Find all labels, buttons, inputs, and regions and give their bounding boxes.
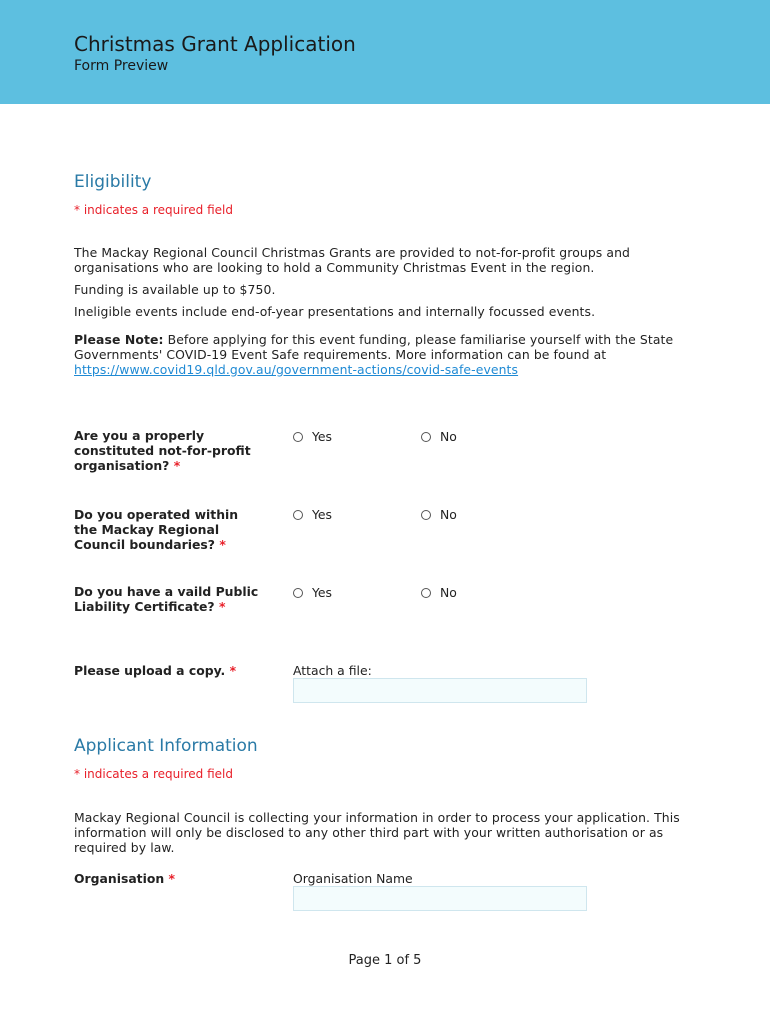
organisation-name-input[interactable]	[293, 886, 587, 911]
applicant-section-title: Applicant Information	[74, 736, 258, 756]
radio-circle-icon	[421, 588, 431, 598]
eligibility-note	[74, 332, 684, 377]
question-within-boundaries	[74, 507, 259, 552]
required-mark: *	[168, 871, 175, 886]
radio-label: No	[440, 585, 457, 600]
form-title: Christmas Grant Application	[74, 32, 356, 56]
applicant-intro: Mackay Regional Council is collecting your information in order to process your application. This information will only be disclosed to any other third part with your written authorisation or as required by law.	[74, 810, 680, 855]
radio-circle-icon	[421, 510, 431, 520]
question-label: Do you have a vaild Public Liability Certificate?	[74, 584, 259, 614]
radio-circle-icon	[421, 432, 431, 442]
radio-not-for-profit-yes[interactable]	[293, 429, 332, 444]
eligibility-required-note: * indicates a required field	[74, 203, 233, 217]
attach-file-label: Attach a file:	[293, 663, 372, 678]
radio-label: Yes	[312, 507, 333, 522]
radio-label: Yes	[312, 429, 333, 444]
required-mark: *	[229, 663, 237, 678]
radio-label: Yes	[312, 585, 333, 600]
radio-within-boundaries-yes[interactable]	[293, 507, 332, 522]
required-mark: *	[219, 537, 226, 552]
question-label: Do you operated within the Mackay Regional Council boundaries?	[74, 507, 239, 552]
radio-label: No	[440, 507, 457, 522]
eligibility-intro: The Mackay Regional Council Christmas Grants are provided to not-for-profit groups and organisations who are looking to hold a Community Christmas Event in the region.	[74, 245, 630, 275]
attach-file-input[interactable]	[293, 678, 587, 703]
upload-copy-label	[74, 663, 259, 678]
radio-public-liability-yes[interactable]	[293, 585, 332, 600]
form-subtitle: Form Preview	[74, 58, 169, 74]
eligibility-funding: Funding is available up to $750.	[74, 282, 276, 297]
radio-not-for-profit-no[interactable]	[421, 429, 457, 444]
page-indicator: Page 1 of 5	[348, 953, 422, 968]
radio-circle-icon	[293, 432, 303, 442]
required-mark: *	[218, 599, 226, 614]
question-public-liability	[74, 584, 259, 614]
question-label: Are you a properly constituted not-for-profit organisation?	[74, 428, 251, 473]
covid-safe-link[interactable]: https://www.covid19.qld.gov.au/government-actions/covid-safe-events	[74, 362, 519, 377]
radio-within-boundaries-no[interactable]	[421, 507, 457, 522]
radio-label: No	[440, 429, 457, 444]
note-text: Before applying for this event funding, please familiarise yourself with the State Governments' COVID-19 Event Safe requirements. More information can be found at	[74, 332, 674, 362]
question-not-for-profit	[74, 428, 259, 473]
radio-public-liability-no[interactable]	[421, 585, 457, 600]
note-label: Please Note:	[74, 332, 164, 347]
required-mark: *	[173, 458, 181, 473]
question-label: Please upload a copy.	[74, 663, 226, 678]
radio-circle-icon	[293, 510, 303, 520]
organisation-label	[74, 871, 259, 886]
radio-circle-icon	[293, 588, 303, 598]
page-header	[0, 0, 770, 104]
question-label: Organisation	[74, 871, 165, 886]
organisation-name-label: Organisation Name	[293, 871, 413, 886]
eligibility-section-title: Eligibility	[74, 172, 152, 192]
applicant-required-note: * indicates a required field	[74, 767, 233, 781]
eligibility-ineligible: Ineligible events include end-of-year presentations and internally focussed events.	[74, 304, 596, 319]
